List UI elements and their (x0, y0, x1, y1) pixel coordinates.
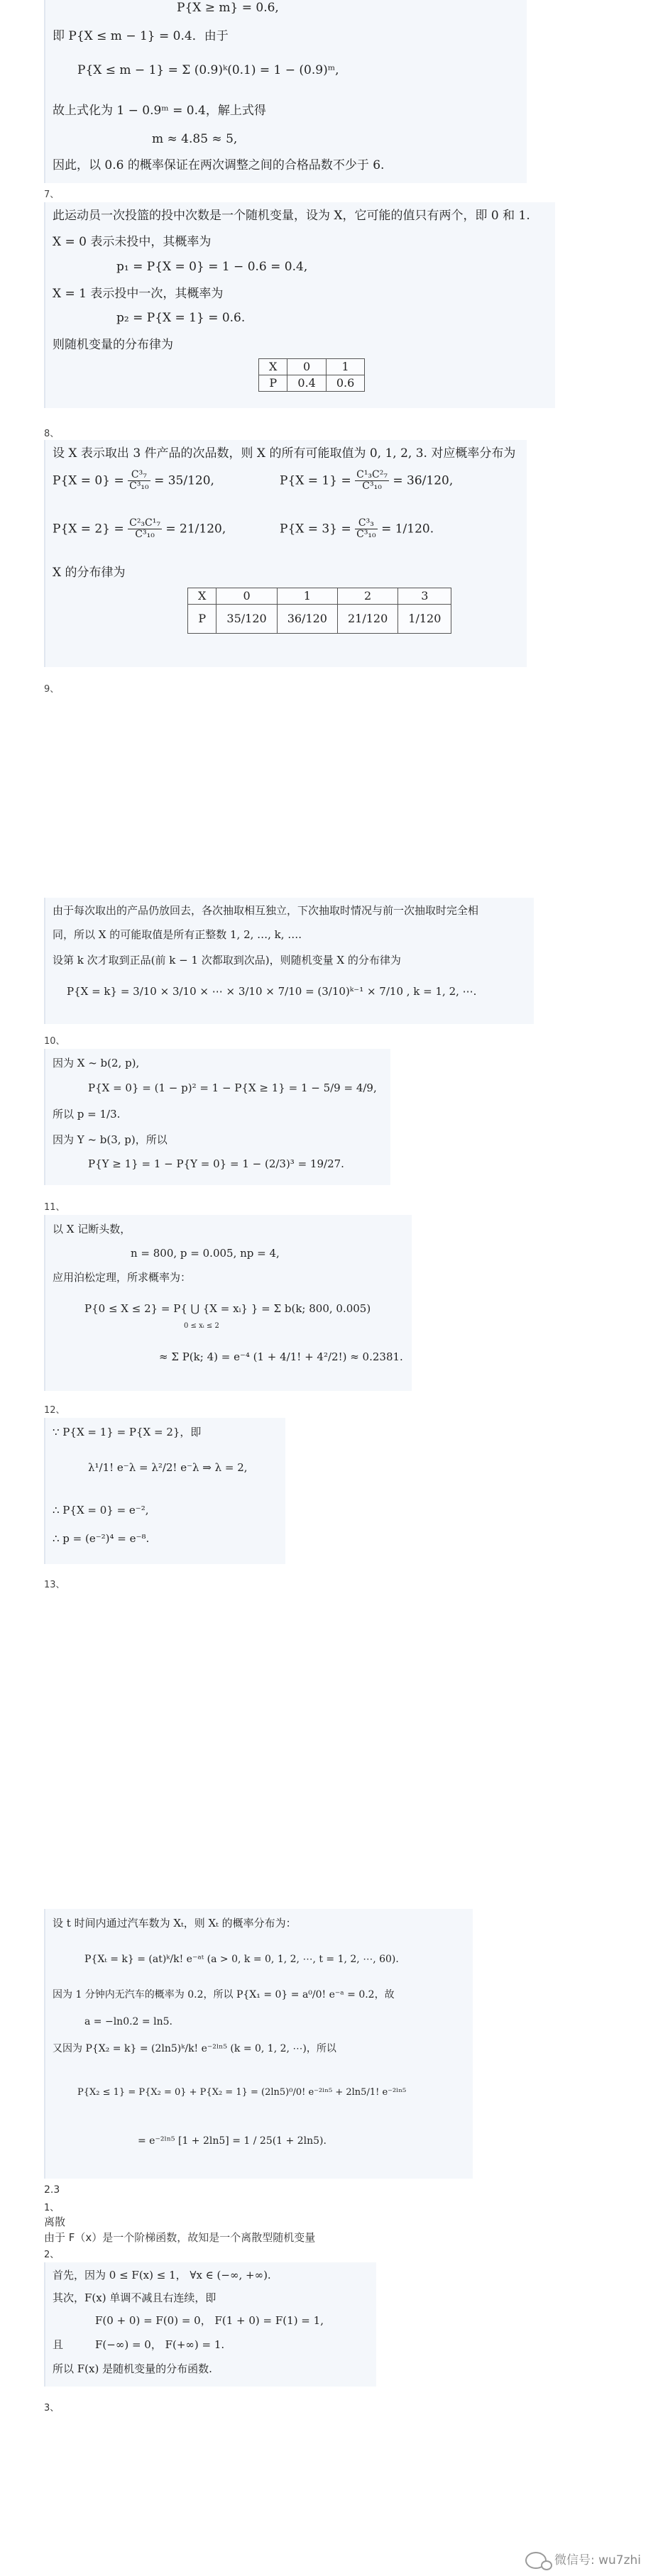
text-line: = e⁻²ˡⁿ⁵ [1 + 2ln5] = 1 / 25(1 + 2ln5). (138, 2135, 327, 2147)
table-cell: 1 (326, 359, 364, 375)
numerator: C³₃ (355, 518, 378, 529)
text-line: m ≈ 4.85 ≈ 5, (152, 132, 238, 146)
fraction (128, 470, 150, 492)
eq-lhs: P{X = 3} = (280, 522, 351, 536)
denominator: C³₁₀ (135, 529, 155, 541)
equation (53, 470, 214, 492)
problem-number-13: 13、 (44, 1580, 65, 1590)
fraction (355, 518, 378, 541)
text-line: 设 X 表示取出 3 件产品的次品数，则 X 的所有可能取值为 0, 1, 2, 3. 对应概率分布为 (53, 446, 516, 461)
table-cell: 2 (337, 588, 397, 605)
text-line: X = 0 表示未投中，其概率为 (53, 235, 212, 249)
text-line: 且 (53, 2338, 64, 2351)
solution-12-block (44, 1418, 285, 1564)
text-line: ∵ P{X = 1} = P{X = 2}，即 (53, 1426, 202, 1438)
problem-number-9: 9、 (44, 684, 60, 695)
problem-number-8: 8、 (44, 429, 60, 439)
table-row (259, 375, 365, 392)
section-heading: 2.3 (44, 2184, 60, 2196)
text-line: 其次，F(x) 单调不减且右连续，即 (53, 2291, 216, 2304)
text-line: P{X = 0} = (1 − p)² = 1 − P{X ≥ 1} = 1 − 5/9 = 4/9, (88, 1081, 377, 1094)
text-line: P{X ≥ m} = 0.6, (177, 1, 279, 15)
eq-rhs: = 35/120, (154, 473, 214, 488)
equation (53, 518, 226, 541)
eq-rhs: = 1/120. (381, 522, 434, 536)
table-cell: X (259, 359, 287, 375)
text-line: 应用泊松定理，所求概率为： (53, 1271, 192, 1284)
fraction (128, 518, 162, 541)
solution-9-block (44, 898, 534, 1024)
text-line: P{X ≤ m − 1} = Σ (0.9)ᵏ(0.1) = 1 − (0.9)ᵐ, (77, 63, 339, 77)
text-line: 则随机变量的分布律为 (53, 338, 173, 352)
text-line: 此运动员一次投篮的投中次数是一个随机变量，设为 X，它可能的值只有两个，即 0 和 1. (53, 209, 530, 223)
text-line: 以 X 记断头数， (53, 1223, 131, 1235)
text-line: P{X₂ ≤ 1} = P{X₂ = 0} + P{X₂ = 1} = (2ln5)⁰/0! e⁻²ˡⁿ⁵ + 2ln5/1! e⁻²ˡⁿ⁵ (77, 2087, 407, 2098)
table-row (188, 605, 451, 634)
problem-number-7: 7、 (44, 189, 60, 200)
text-line: 因为 Y ~ b(3, p)，所以 (53, 1133, 168, 1146)
table-cell: 0.4 (287, 375, 326, 392)
text-line: X = 1 表示投中一次，其概率为 (53, 287, 224, 301)
text-line: n = 800, p = 0.005, np = 4, (131, 1247, 280, 1260)
solution-6-block (44, 0, 527, 183)
numerator: C³₇ (128, 470, 150, 481)
fraction (355, 470, 389, 492)
text-line: a = −ln0.2 = ln5. (84, 2016, 172, 2027)
denominator: C³₁₀ (362, 480, 382, 492)
equation (280, 518, 434, 541)
denominator: C³₁₀ (129, 480, 149, 492)
table-cell: 1 (277, 588, 337, 605)
text-line: 又因为 P{X₂ = k} = (2ln5)ᵏ/k! e⁻²ˡⁿ⁵ (k = 0, 1, 2, ⋯)，所以 (53, 2043, 336, 2054)
answer-line: 离散 (44, 2216, 66, 2228)
solution-13-block (44, 1909, 473, 2179)
solution-2-3-2-block (44, 2262, 376, 2387)
text-line: 即 P{X ≤ m − 1} = 0.4．由于 (53, 29, 229, 43)
equation (280, 470, 453, 492)
text-line: p₂ = P{X = 1} = 0.6. (116, 311, 246, 325)
text-line: 因此，以 0.6 的概率保证在两次调整之间的合格品数不少于 6. (53, 158, 385, 172)
text-line: ∴ p = (e⁻²)⁴ = e⁻⁸. (53, 1532, 150, 1545)
text-line: P{X = k} = 3/10 × 3/10 × ⋯ × 3/10 × 7/10 = (3/10)ᵏ⁻¹ × 7/10 , k = 1, 2, ⋯. (67, 985, 477, 998)
table-cell: X (188, 588, 216, 605)
table-row (188, 588, 451, 605)
wechat-watermark (525, 2550, 641, 2569)
text-line: 因为 X ~ b(2, p), (53, 1057, 140, 1069)
table-cell: P (259, 375, 287, 392)
text-line: 由于每次取出的产品仍放回去，各次抽取相互独立，下次抽取时情况与前一次抽取时完全相 (53, 904, 479, 917)
solution-8-block (44, 440, 527, 667)
text-line: 0 ≤ xᵢ ≤ 2 (184, 1322, 219, 1330)
text-line: 同，所以 X 的可能取值是所有正整数 1, 2, …, k, …. (53, 928, 302, 941)
eq-lhs: P{X = 0} = (53, 473, 124, 488)
problem-number-1: 1、 (44, 2203, 60, 2213)
text-line: F(−∞) = 0， F(+∞) = 1. (95, 2338, 225, 2351)
answer-line: 由于 F（x）是一个阶梯函数，故知是一个离散型随机变量 (44, 2231, 316, 2244)
table-row (259, 359, 365, 375)
table-cell: 0 (287, 359, 326, 375)
table-cell: P (188, 605, 216, 634)
table-cell: 0 (216, 588, 277, 605)
text-line: 设 t 时间内通过汽车数为 Xₜ，则 Xₜ 的概率分布为： (53, 1917, 297, 1930)
eq-rhs: = 36/120, (393, 473, 454, 488)
table-cell: 36/120 (277, 605, 337, 634)
text-line: 因为 1 分钟内无汽车的概率为 0.2，所以 P{X₁ = 0} = a⁰/0! e⁻ᵃ = 0.2，故 (53, 1989, 395, 2000)
text-line: F(0 + 0) = F(0) = 0， F(1 + 0) = F(1) = 1, (95, 2314, 324, 2327)
text-line: p₁ = P{X = 0} = 1 − 0.6 = 0.4, (116, 260, 308, 274)
table-cell: 3 (398, 588, 451, 605)
text-line: ∴ P{X = 0} = e⁻², (53, 1504, 149, 1517)
text-line: 所以 F(x) 是随机变量的分布函数. (53, 2362, 212, 2375)
text-line: P{Xₜ = k} = (at)ᵏ/k! e⁻ᵃᵗ (a > 0, k = 0, 1, 2, ⋯, t = 1, 2, ⋯, 60). (84, 1954, 399, 1965)
eq-lhs: P{X = 1} = (280, 473, 351, 488)
solution-7-block (44, 202, 555, 408)
text-line: 设第 k 次才取到正品(前 k − 1 次都取到次品)，则随机变量 X 的分布律为 (53, 954, 401, 967)
problem-number-10: 10、 (44, 1036, 65, 1047)
table-cell: 35/120 (216, 605, 277, 634)
text-line: P{0 ≤ X ≤ 2} = P{ ⋃ {X = xᵢ} } = Σ b(k; 800, 0.005) (84, 1302, 371, 1315)
table-cell: 21/120 (337, 605, 397, 634)
problem-number-2: 2、 (44, 2250, 60, 2260)
text-line: X 的分布律为 (53, 566, 126, 580)
eq-lhs: P{X = 2} = (53, 522, 124, 536)
distribution-table (258, 358, 365, 392)
eq-rhs: = 21/120, (165, 522, 226, 536)
problem-number-11: 11、 (44, 1202, 65, 1213)
solution-11-block (44, 1215, 412, 1391)
text-line: 所以 p = 1/3. (53, 1108, 121, 1121)
numerator: C¹₃C²₇ (356, 469, 388, 480)
text-line: 首先，因为 0 ≤ F(x) ≤ 1， ∀x ∈ (−∞, +∞). (53, 2269, 271, 2281)
wechat-icon (525, 2552, 547, 2569)
solution-10-block (44, 1049, 390, 1185)
problem-number-3: 3、 (44, 2403, 60, 2413)
numerator: C²₃C¹₇ (129, 517, 160, 529)
problem-number-12: 12、 (44, 1405, 65, 1416)
watermark-text: 微信号: wu7zhi (554, 2553, 641, 2567)
text-line: λ¹/1! e⁻λ = λ²/2! e⁻λ ⇒ λ = 2, (88, 1461, 248, 1474)
text-line: ≈ Σ P(k; 4) = e⁻⁴ (1 + 4/1! + 4²/2!) ≈ 0.2381. (159, 1350, 403, 1363)
distribution-table (187, 588, 451, 634)
text-line: 故上式化为 1 − 0.9ᵐ = 0.4，解上式得 (53, 104, 266, 118)
denominator: C³₁₀ (356, 529, 376, 541)
table-cell: 1/120 (398, 605, 451, 634)
table-cell: 0.6 (326, 375, 364, 392)
text-line: P{Y ≥ 1} = 1 − P{Y = 0} = 1 − (2/3)³ = 19/27. (88, 1157, 344, 1170)
